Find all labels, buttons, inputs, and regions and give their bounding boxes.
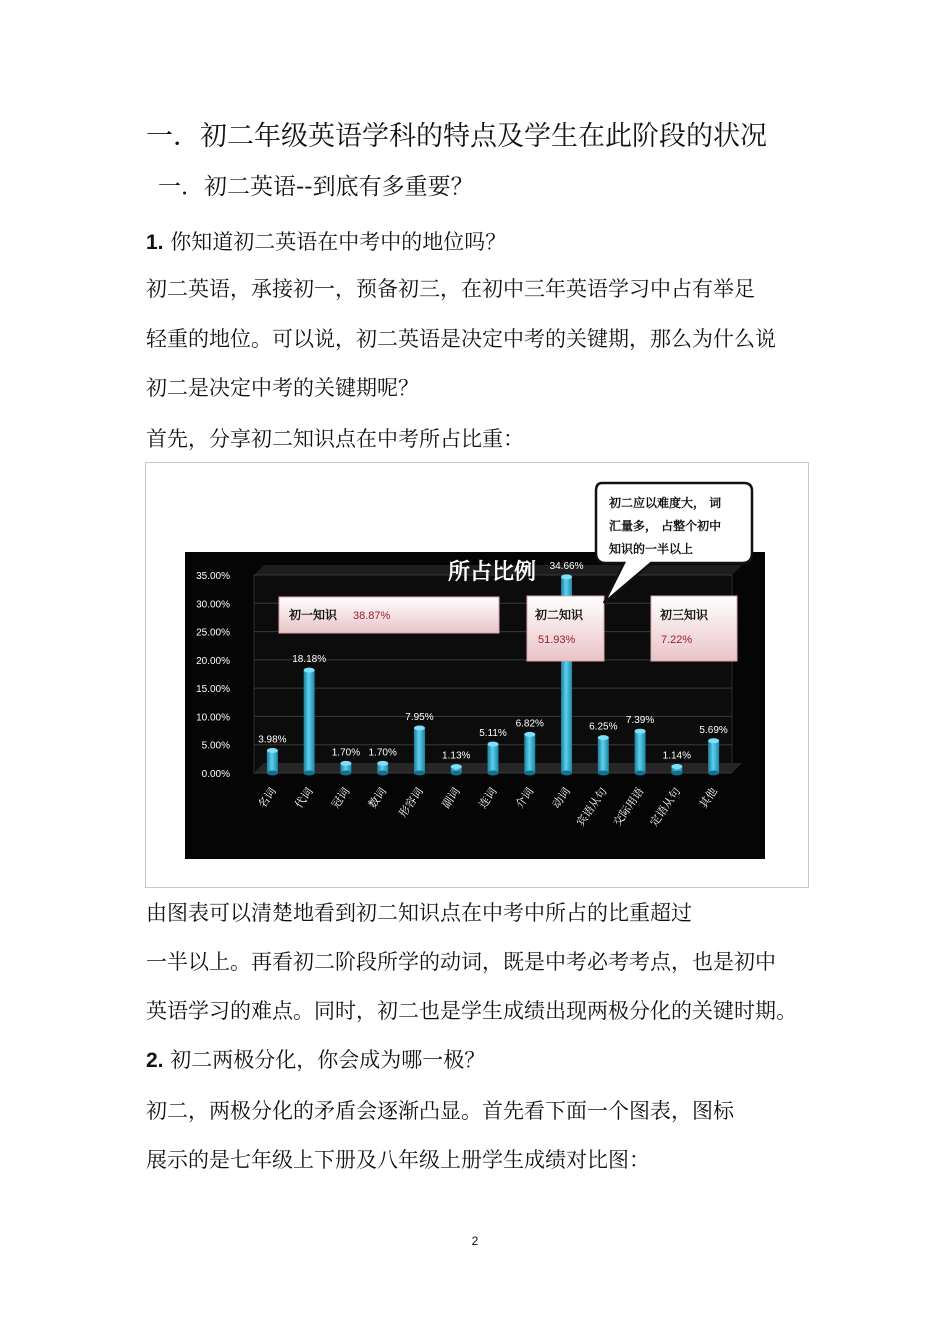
chart-title: 所占比例 bbox=[447, 560, 537, 585]
x-tick-label: 连词 bbox=[476, 785, 500, 811]
legend-box-grade8 bbox=[527, 596, 604, 661]
grade7-value: 38.87% bbox=[353, 610, 391, 622]
x-tick-label: 其他 bbox=[696, 785, 721, 811]
paragraph-1-line-1: 初二英语，承接初一，预备初三，在初中三年英语学习中占有举足 bbox=[146, 277, 755, 301]
y-tick-label: 20.00% bbox=[196, 655, 230, 667]
bar-cap bbox=[267, 748, 278, 753]
grade8-label: 初二知识 bbox=[535, 608, 584, 622]
bar-cap bbox=[708, 738, 719, 743]
y-tick-label: 35.00% bbox=[196, 571, 230, 582]
bar-base bbox=[488, 771, 499, 776]
bar-value-label: 18.18% bbox=[292, 654, 327, 666]
bar bbox=[708, 741, 719, 773]
bar-base bbox=[340, 771, 351, 776]
bar bbox=[488, 744, 499, 773]
bar-cap bbox=[451, 764, 462, 769]
bar-value-label: 7.39% bbox=[625, 715, 655, 727]
y-tick-label: 25.00% bbox=[196, 627, 230, 639]
paragraph-4-line-2: 展示的是七年级上下册及八年级上册学生成绩对比图： bbox=[146, 1148, 650, 1172]
bar-cap bbox=[377, 761, 388, 766]
bar-base bbox=[708, 771, 719, 776]
y-tick-label: 30.00% bbox=[196, 599, 230, 611]
bar-value-label: 1.70% bbox=[331, 747, 361, 759]
x-tick-label: 名词 bbox=[255, 785, 279, 811]
callout-line-1: 初二应以难度大， 词 bbox=[609, 496, 722, 510]
bar-cap bbox=[598, 735, 609, 740]
bar-base bbox=[304, 771, 315, 776]
bar-cap bbox=[635, 729, 646, 734]
y-tick-label: 0.00% bbox=[201, 769, 230, 780]
bar-base bbox=[635, 771, 646, 776]
question-2-number: 2. bbox=[146, 1049, 164, 1072]
bar bbox=[304, 670, 315, 773]
bar-value-label: 1.14% bbox=[662, 750, 692, 762]
bar-value-label: 1.13% bbox=[442, 750, 471, 762]
bar-value-label: 6.25% bbox=[589, 721, 618, 733]
bar bbox=[598, 738, 609, 773]
paragraph-1-line-3: 初二是决定中考的关键期呢？ bbox=[146, 376, 419, 400]
y-tick-label: 5.00% bbox=[201, 740, 230, 752]
bar-cap bbox=[304, 668, 315, 673]
x-tick-label: 定语从句 bbox=[647, 785, 684, 829]
question-2 bbox=[146, 1044, 485, 1074]
bar-cap bbox=[524, 732, 535, 737]
grade7-label: 初一知识 bbox=[289, 608, 338, 622]
subsection-heading: 一．初二英语--到底有多重要？ bbox=[158, 174, 474, 200]
paragraph-3-line-1: 由图表可以清楚地看到初二知识点在中考中所占的比重超过 bbox=[146, 901, 692, 925]
paragraph-1-line-2: 轻重的地位。可以说，初二英语是决定中考的关键期，那么为什么说 bbox=[146, 327, 776, 351]
bar-value-label: 3.98% bbox=[258, 734, 287, 746]
bar-base bbox=[267, 771, 278, 776]
callout-line-3: 知识的一半以上 bbox=[609, 542, 694, 556]
y-tick-label: 15.00% bbox=[196, 684, 230, 696]
question-1-number: 1. bbox=[146, 231, 164, 254]
callout-line-2: 汇量多， 占整个初中 bbox=[609, 519, 722, 533]
paragraph-3-line-2: 一半以上。再看初二阶段所学的动词，既是中考必考考点，也是初中 bbox=[146, 950, 776, 974]
chart-figure bbox=[145, 462, 809, 888]
y-tick-label: 10.00% bbox=[196, 712, 230, 724]
bar-base bbox=[561, 771, 572, 776]
bar-base bbox=[524, 771, 535, 776]
bar-value-label: 6.82% bbox=[515, 718, 544, 730]
bar-value-label: 5.69% bbox=[699, 724, 728, 736]
x-tick-label: 交际用语 bbox=[610, 785, 647, 829]
bar-cap bbox=[561, 574, 572, 579]
bar bbox=[524, 734, 535, 773]
grade8-value: 51.93% bbox=[538, 634, 576, 646]
section-heading: 一．初二年级英语学科的特点及学生在此阶段的状况 bbox=[146, 121, 767, 152]
question-2-text: 初二两极分化，你会成为哪一极？ bbox=[163, 1048, 486, 1072]
legend-box-grade9 bbox=[651, 596, 737, 661]
paragraph-4-line-1: 初二，两极分化的矛盾会逐渐凸显。首先看下面一个图表，图标 bbox=[146, 1099, 734, 1123]
bar-chart bbox=[146, 463, 808, 887]
bar-base bbox=[451, 771, 462, 776]
bar-cap bbox=[340, 761, 351, 766]
x-tick-label: 动词 bbox=[549, 785, 573, 811]
bar bbox=[635, 731, 646, 773]
bar bbox=[267, 750, 278, 773]
bar-base bbox=[598, 771, 609, 776]
bar-base bbox=[414, 771, 425, 776]
paragraph-3-line-3: 英语学习的难点。同时，初二也是学生成绩出现两极分化的关键时期。 bbox=[146, 999, 797, 1023]
x-tick-label: 副词 bbox=[439, 785, 463, 811]
grade9-value: 7.22% bbox=[661, 634, 693, 646]
bar-value-label: 7.95% bbox=[405, 712, 434, 724]
paragraph-2: 首先，分享初二知识点在中考所占比重： bbox=[146, 427, 524, 451]
bar-base bbox=[671, 771, 682, 776]
bar-cap bbox=[414, 726, 425, 731]
bar-cap bbox=[488, 742, 499, 747]
x-tick-label: 形容词 bbox=[396, 785, 426, 820]
x-tick-label: 宾语从句 bbox=[573, 785, 610, 829]
bar-value-label: 1.70% bbox=[368, 747, 397, 759]
x-tick-label: 介词 bbox=[512, 785, 537, 811]
x-tick-label: 冠词 bbox=[329, 785, 353, 811]
question-1-text: 你知道初二英语在中考中的地位吗？ bbox=[163, 230, 507, 254]
bar-cap bbox=[671, 764, 682, 769]
page-number: 2 bbox=[471, 1234, 479, 1248]
grade9-label: 初三知识 bbox=[660, 608, 709, 622]
question-1 bbox=[146, 226, 506, 256]
bar-base bbox=[377, 771, 388, 776]
bar bbox=[414, 728, 425, 773]
bar-value-label: 5.11% bbox=[479, 728, 507, 740]
x-tick-label: 代词 bbox=[292, 785, 316, 811]
bar-value-label: 34.66% bbox=[549, 560, 584, 572]
x-tick-label: 数词 bbox=[365, 785, 390, 811]
